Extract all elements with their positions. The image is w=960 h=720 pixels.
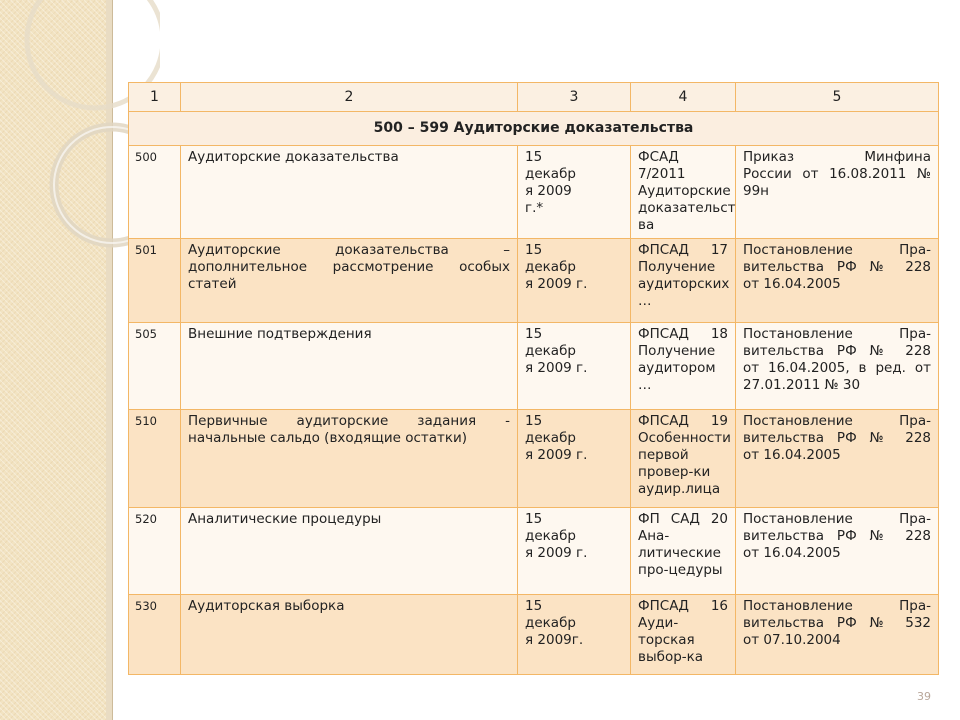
row-legal-act: Постановление Пра- вительства РФ № 228 от 16.04.2005 <box>736 410 939 508</box>
table-row <box>129 239 939 323</box>
row-name: Аналитические процедуры <box>181 508 518 595</box>
row-name: Внешние подтверждения <box>181 323 518 410</box>
header-cell: 2 <box>181 83 518 112</box>
row-date: 15 декабр я 2009 г. <box>518 239 631 323</box>
row-standard: ФСАД 7/2011 Аудиторские доказательст ва <box>631 146 736 239</box>
header-cell: 4 <box>631 83 736 112</box>
section-row <box>129 112 939 146</box>
row-legal-act: Постановление Пра- вительства РФ № 228 от 16.04.2005 <box>736 239 939 323</box>
row-code: 501 <box>129 239 181 323</box>
row-standard: ФПСАД 19 Особенности первой провер-ки аудир.лица <box>631 410 736 508</box>
row-standard: ФП САД 20 Ана- литические про-цедуры <box>631 508 736 595</box>
row-legal-act: Постановление Пра- вительства РФ № 532 от 07.10.2004 <box>736 595 939 675</box>
row-legal-act: Постановление Пра- вительства РФ № 228 от 16.04.2005 <box>736 508 939 595</box>
row-standard: ФПСАД 16 Ауди- торская выбор-ка <box>631 595 736 675</box>
row-code: 510 <box>129 410 181 508</box>
row-code: 520 <box>129 508 181 595</box>
table-row <box>129 410 939 508</box>
row-date: 15 декабр я 2009 г. <box>518 410 631 508</box>
row-name: Аудиторские доказательства – дополнительное рассмотрение особых статей <box>181 239 518 323</box>
header-cell: 1 <box>129 83 181 112</box>
header-cell: 5 <box>736 83 939 112</box>
row-legal-act: Постановление Пра- вительства РФ № 228 от 16.04.2005, в ред. от 27.01.2011 № 30 <box>736 323 939 410</box>
table-row <box>129 323 939 410</box>
row-date: 15 декабр я 2009 г. <box>518 508 631 595</box>
table-row <box>129 146 939 239</box>
row-date: 15 декабр я 2009 г. <box>518 323 631 410</box>
row-standard: ФПСАД 17 Получение аудиторских … <box>631 239 736 323</box>
row-name: Аудиторские доказательства <box>181 146 518 239</box>
page-number: 39 <box>917 690 931 703</box>
table-header-row <box>129 83 939 112</box>
row-legal-act: Приказ Минфина России от 16.08.2011 № 99н <box>736 146 939 239</box>
table-row <box>129 508 939 595</box>
row-date: 15 декабр я 2009г. <box>518 595 631 675</box>
row-standard: ФПСАД 18 Получение аудитором … <box>631 323 736 410</box>
row-code: 500 <box>129 146 181 239</box>
section-title: 500 – 599 Аудиторские доказательства <box>129 112 939 146</box>
row-name: Первичные аудиторские задания - начальные сальдо (входящие остатки) <box>181 410 518 508</box>
table-row <box>129 595 939 675</box>
row-date: 15 декабр я 2009 г.* <box>518 146 631 239</box>
header-cell: 3 <box>518 83 631 112</box>
standards-table <box>128 82 939 675</box>
row-code: 505 <box>129 323 181 410</box>
row-code: 530 <box>129 595 181 675</box>
row-name: Аудиторская выборка <box>181 595 518 675</box>
